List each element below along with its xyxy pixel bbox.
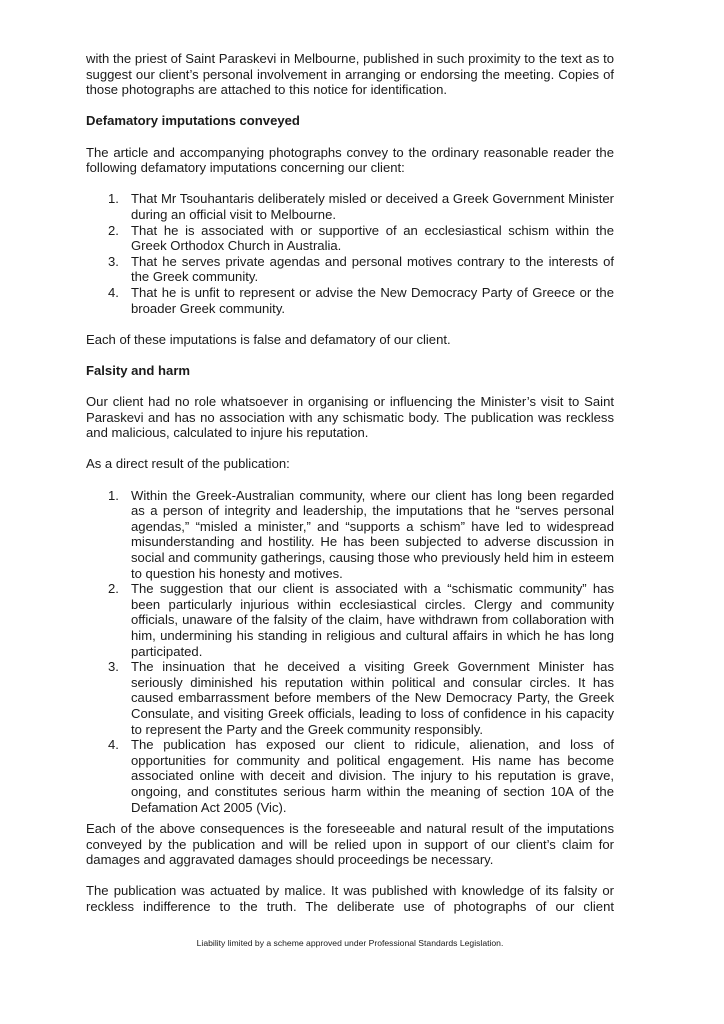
list-item-text: Within the Greek-Australian community, where our client has long been regarded as a person of integrity and leadership, the imputations that he “serves personal agendas,” “misled a minister,” and “supports a schism” have led to widespread misunderstanding and hostility. He has been subjected to adverse discussion in social and community gatherings, causing those who previously held him in esteem to question his honesty and motives. <box>131 487 614 581</box>
list-item-number: 2. <box>108 222 119 238</box>
consequences-paragraph: Each of the above consequences is the foreseeable and natural result of the imputations conveyed by the publication and will be relied upon in support of our client’s claim for damages and aggravated damages should proceedings be necessary. <box>86 821 614 868</box>
list-item-text: The suggestion that our client is associated with a “schismatic community” has been particularly injurious within ecclesiastical circles. Clergy and community officials, unaware of the falsity of the claim, have withdrawn from collaboration with him, undermining his standing in religious and cultural affairs in which he has long participated. <box>131 581 614 659</box>
list-item <box>86 285 614 316</box>
list-item-number: 1. <box>108 191 119 207</box>
imputations-closing-paragraph: Each of these imputations is false and defamatory of our client. <box>86 331 451 347</box>
harm-list <box>86 488 614 815</box>
section-falsity <box>86 363 614 915</box>
falsity-paragraph: Our client had no role whatsoever in organising or influencing the Minister’s visit to Saint Paraskevi and has no association with any schismatic body. The publication was reckless and malicious, calculated to injure his reputation. <box>86 394 614 441</box>
list-item-number: 4. <box>108 284 119 300</box>
list-item-text: The publication has exposed our client to ridicule, alienation, and loss of opportunities for community and political engagement. His name has become associated online with deceit and division. The injury to his reputation is grave, ongoing, and constitutes serious harm within the meaning of section 10A of the Defamation Act 2005 (Vic). <box>131 737 614 815</box>
list-item <box>86 223 614 254</box>
list-item <box>86 737 614 815</box>
list-item-number: 1. <box>108 487 119 503</box>
list-item-text: That he serves private agendas and personal motives contrary to the interests of the Greek community. <box>131 253 614 285</box>
list-item <box>86 488 614 582</box>
list-item-text: The insinuation that he deceived a visiting Greek Government Minister has seriously diminished his reputation within political and consular circles. It has caused embarrassment before members of the New Democracy Party, the Greek Consulate, and visiting Greek officials, leading to loss of confidence in his capacity to represent the Party and the Greek community responsibly. <box>131 659 614 737</box>
list-item <box>86 659 614 737</box>
section-imputations <box>86 113 614 347</box>
list-item-number: 3. <box>108 659 119 675</box>
list-item-text: That he is unfit to represent or advise the New Democracy Party of Greece or the broader Greek community. <box>131 284 614 316</box>
list-item-number: 3. <box>108 253 119 269</box>
section-heading-imputations: Defamatory imputations conveyed <box>86 113 300 129</box>
imputations-list <box>86 191 614 316</box>
intro-paragraph: with the priest of Saint Paraskevi in Melbourne, published in such proximity to the text as to suggest our client’s personal involvement in arranging or endorsing the meeting. Copies of those photographs are attached to this notice for identification. <box>86 51 614 98</box>
list-item-number: 2. <box>108 581 119 597</box>
document-page <box>86 51 614 930</box>
malice-paragraph: The publication was actuated by malice. It was published with knowledge of its falsity or reckless indifference to the truth. The deliberate use of photographs of our client <box>86 883 614 915</box>
list-item <box>86 191 614 222</box>
section-heading-falsity: Falsity and harm <box>86 362 191 378</box>
list-item-text: That he is associated with or supportive of an ecclesiastical schism within the Greek Orthodox Church in Australia. <box>131 222 614 254</box>
list-item-text: That Mr Tsouhantaris deliberately misled or deceived a Greek Government Minister during an official visit to Melbourne. <box>131 191 614 222</box>
page-footer: Liability limited by a scheme approved under Professional Standards Legislation. <box>196 938 504 948</box>
list-item-number: 4. <box>108 737 119 753</box>
harm-lead-paragraph: As a direct result of the publication: <box>86 456 290 472</box>
list-item <box>86 581 614 659</box>
imputations-lead-paragraph: The article and accompanying photographs convey to the ordinary reasonable reader the following defamatory imputations concerning our client: <box>86 144 614 176</box>
list-item <box>86 254 614 285</box>
